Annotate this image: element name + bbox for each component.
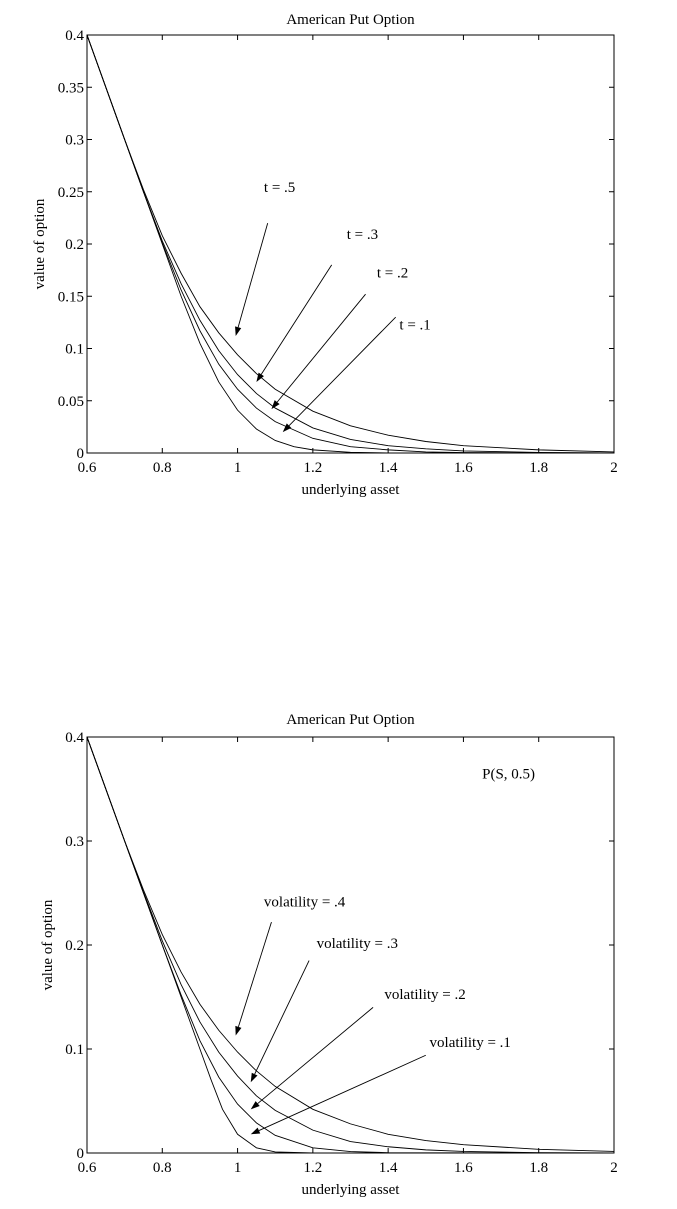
annotation-label: t = .3 bbox=[346, 226, 379, 243]
annotation-arrowhead bbox=[235, 326, 241, 336]
y-tick-label: 0.3 bbox=[65, 132, 84, 149]
y-tick-label: 0.35 bbox=[57, 80, 84, 97]
x-tick-label: 1.8 bbox=[529, 1160, 549, 1176]
annotation-label: t = .5 bbox=[263, 179, 296, 196]
annotation-label: volatility = .3 bbox=[316, 936, 398, 953]
annotation-arrow bbox=[255, 961, 309, 1075]
y-tick-label: 0 bbox=[76, 1146, 84, 1162]
x-tick-label: 1 bbox=[233, 1160, 242, 1176]
x-tick-label: 1.8 bbox=[529, 460, 549, 476]
annotation-arrow bbox=[289, 317, 396, 426]
annotation-arrow bbox=[238, 922, 271, 1027]
y-tick-label: 0.1 bbox=[65, 1042, 84, 1058]
y-tick-label: 0.4 bbox=[65, 28, 84, 44]
annotation-arrow bbox=[258, 1007, 373, 1103]
x-tick-label: 1 bbox=[233, 460, 242, 476]
x-tick-label: 0.8 bbox=[152, 460, 172, 476]
annotation-label: t = .2 bbox=[376, 265, 409, 282]
annotation-arrowhead bbox=[251, 1128, 261, 1135]
annotation-label: volatility = .2 bbox=[384, 987, 466, 1004]
annotation-label: volatility = .1 bbox=[429, 1034, 511, 1051]
y-tick-label: 0.1 bbox=[65, 341, 84, 358]
chart-title: American Put Option bbox=[286, 712, 415, 728]
y-tick-label: 0 bbox=[76, 446, 84, 462]
annotation-arrowhead bbox=[251, 1101, 260, 1109]
x-tick-label: 1.6 bbox=[454, 1160, 473, 1176]
x-axis-label: underlying asset bbox=[301, 482, 400, 498]
y-tick-label: 0.15 bbox=[57, 289, 84, 306]
annotation-arrow bbox=[259, 1055, 426, 1130]
x-tick-label: 1.4 bbox=[378, 1160, 398, 1176]
y-tick-label: 0.3 bbox=[65, 834, 84, 850]
x-tick-label: 1.2 bbox=[303, 1160, 323, 1176]
series-line-1 bbox=[87, 35, 614, 452]
x-tick-label: 2 bbox=[610, 1160, 618, 1176]
chart-top bbox=[32, 12, 618, 498]
x-tick-label: 2 bbox=[610, 460, 618, 476]
x-tick-label: 1.4 bbox=[378, 460, 398, 476]
x-tick-label: 1.6 bbox=[454, 460, 473, 476]
annotation-label: t = .1 bbox=[399, 317, 431, 334]
x-tick-label: 0.8 bbox=[152, 1160, 172, 1176]
annotation-arrow bbox=[261, 265, 331, 374]
y-tick-label: 0.25 bbox=[57, 184, 84, 201]
chart-title: American Put Option bbox=[286, 12, 415, 28]
x-axis-label: underlying asset bbox=[301, 1182, 400, 1198]
chart-bottom bbox=[40, 712, 618, 1198]
y-tick-label: 0.4 bbox=[65, 730, 84, 746]
annotation-arrowhead bbox=[251, 1073, 258, 1082]
annotation-arrow bbox=[277, 294, 365, 402]
annotation-arrowhead bbox=[235, 1026, 241, 1036]
y-axis-label: value of option bbox=[32, 198, 48, 290]
inset-label: P(S, 0.5) bbox=[482, 766, 536, 783]
y-tick-label: 0.2 bbox=[65, 237, 84, 253]
x-tick-label: 1.2 bbox=[303, 460, 323, 476]
y-tick-label: 0.05 bbox=[57, 393, 84, 410]
y-axis-label: value of option bbox=[40, 899, 56, 991]
x-tick-label: 0.6 bbox=[77, 460, 97, 476]
y-tick-label: 0.2 bbox=[65, 938, 84, 954]
x-tick-label: 0.6 bbox=[77, 1160, 97, 1176]
annotation-label: volatility = .4 bbox=[263, 894, 346, 911]
annotation-arrow bbox=[238, 223, 268, 327]
